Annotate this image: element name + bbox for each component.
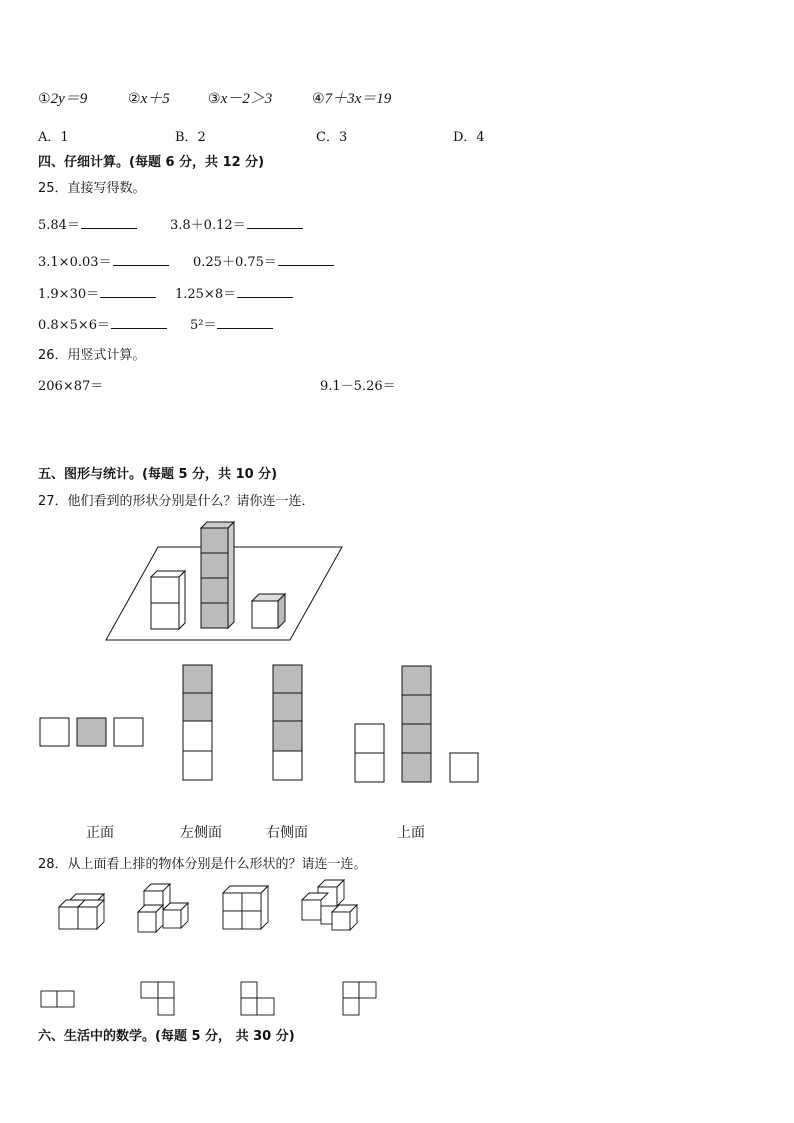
equation-4-expr: 7＋3x＝19 [324, 91, 392, 107]
section-4-title: 四、仔细计算。(每题 6 分，共 12 分) [38, 155, 265, 170]
equation-2-number: ② [128, 91, 141, 107]
choice-b: B．2 [175, 130, 206, 145]
q26-title: 26．用竖式计算。 [38, 348, 146, 363]
q25-item-3-text: 3.1×0.03＝ [38, 255, 112, 270]
q25-title: 25．直接写得数。 [38, 181, 146, 196]
q25-item-1-text: 5.84＝ [38, 218, 80, 233]
choice-d: D．4 [453, 130, 485, 145]
choice-c: C．3 [316, 130, 348, 145]
q25-item-7-text: 0.8×5×6＝ [38, 318, 111, 333]
q25-item-8-text: 5²＝ [190, 318, 217, 333]
label-top: 上面 [397, 825, 425, 841]
q25-item-4-text: 0.25＋0.75＝ [193, 255, 277, 270]
equation-3-expr: x－2＞3 [220, 91, 273, 107]
label-right-side: 右侧面 [266, 825, 308, 841]
label-front: 正面 [86, 825, 114, 841]
equation-3-number: ③ [208, 91, 221, 107]
q25-item-2-text: 3.8＋0.12＝ [170, 218, 246, 233]
section-5-title: 五、图形与统计。(每题 5 分，共 10 分) [38, 467, 278, 482]
equation-1-number: ① [38, 91, 51, 107]
q25-item-6-text: 1.25×8＝ [175, 287, 237, 302]
equation-2-expr: x＋5 [140, 91, 170, 107]
section-6-title: 六、生活中的数学。(每题 5 分， 共 30 分) [38, 1029, 295, 1044]
q26-item-1: 206×87＝ [38, 379, 104, 394]
q26-item-2: 9.1－5.26＝ [320, 379, 396, 394]
q27-title: 27．他们看到的形状分别是什么？请你连一连． [38, 494, 315, 509]
equation-4-number: ④ [312, 91, 325, 107]
choice-a: A．1 [38, 130, 69, 145]
q25-item-5-text: 1.9×30＝ [38, 287, 100, 302]
q28-title: 28．从上面看上排的物体分别是什么形状的？请连一连。 [38, 857, 367, 872]
equation-1-expr: 2y＝9 [50, 91, 88, 107]
label-left-side: 左侧面 [180, 825, 222, 841]
